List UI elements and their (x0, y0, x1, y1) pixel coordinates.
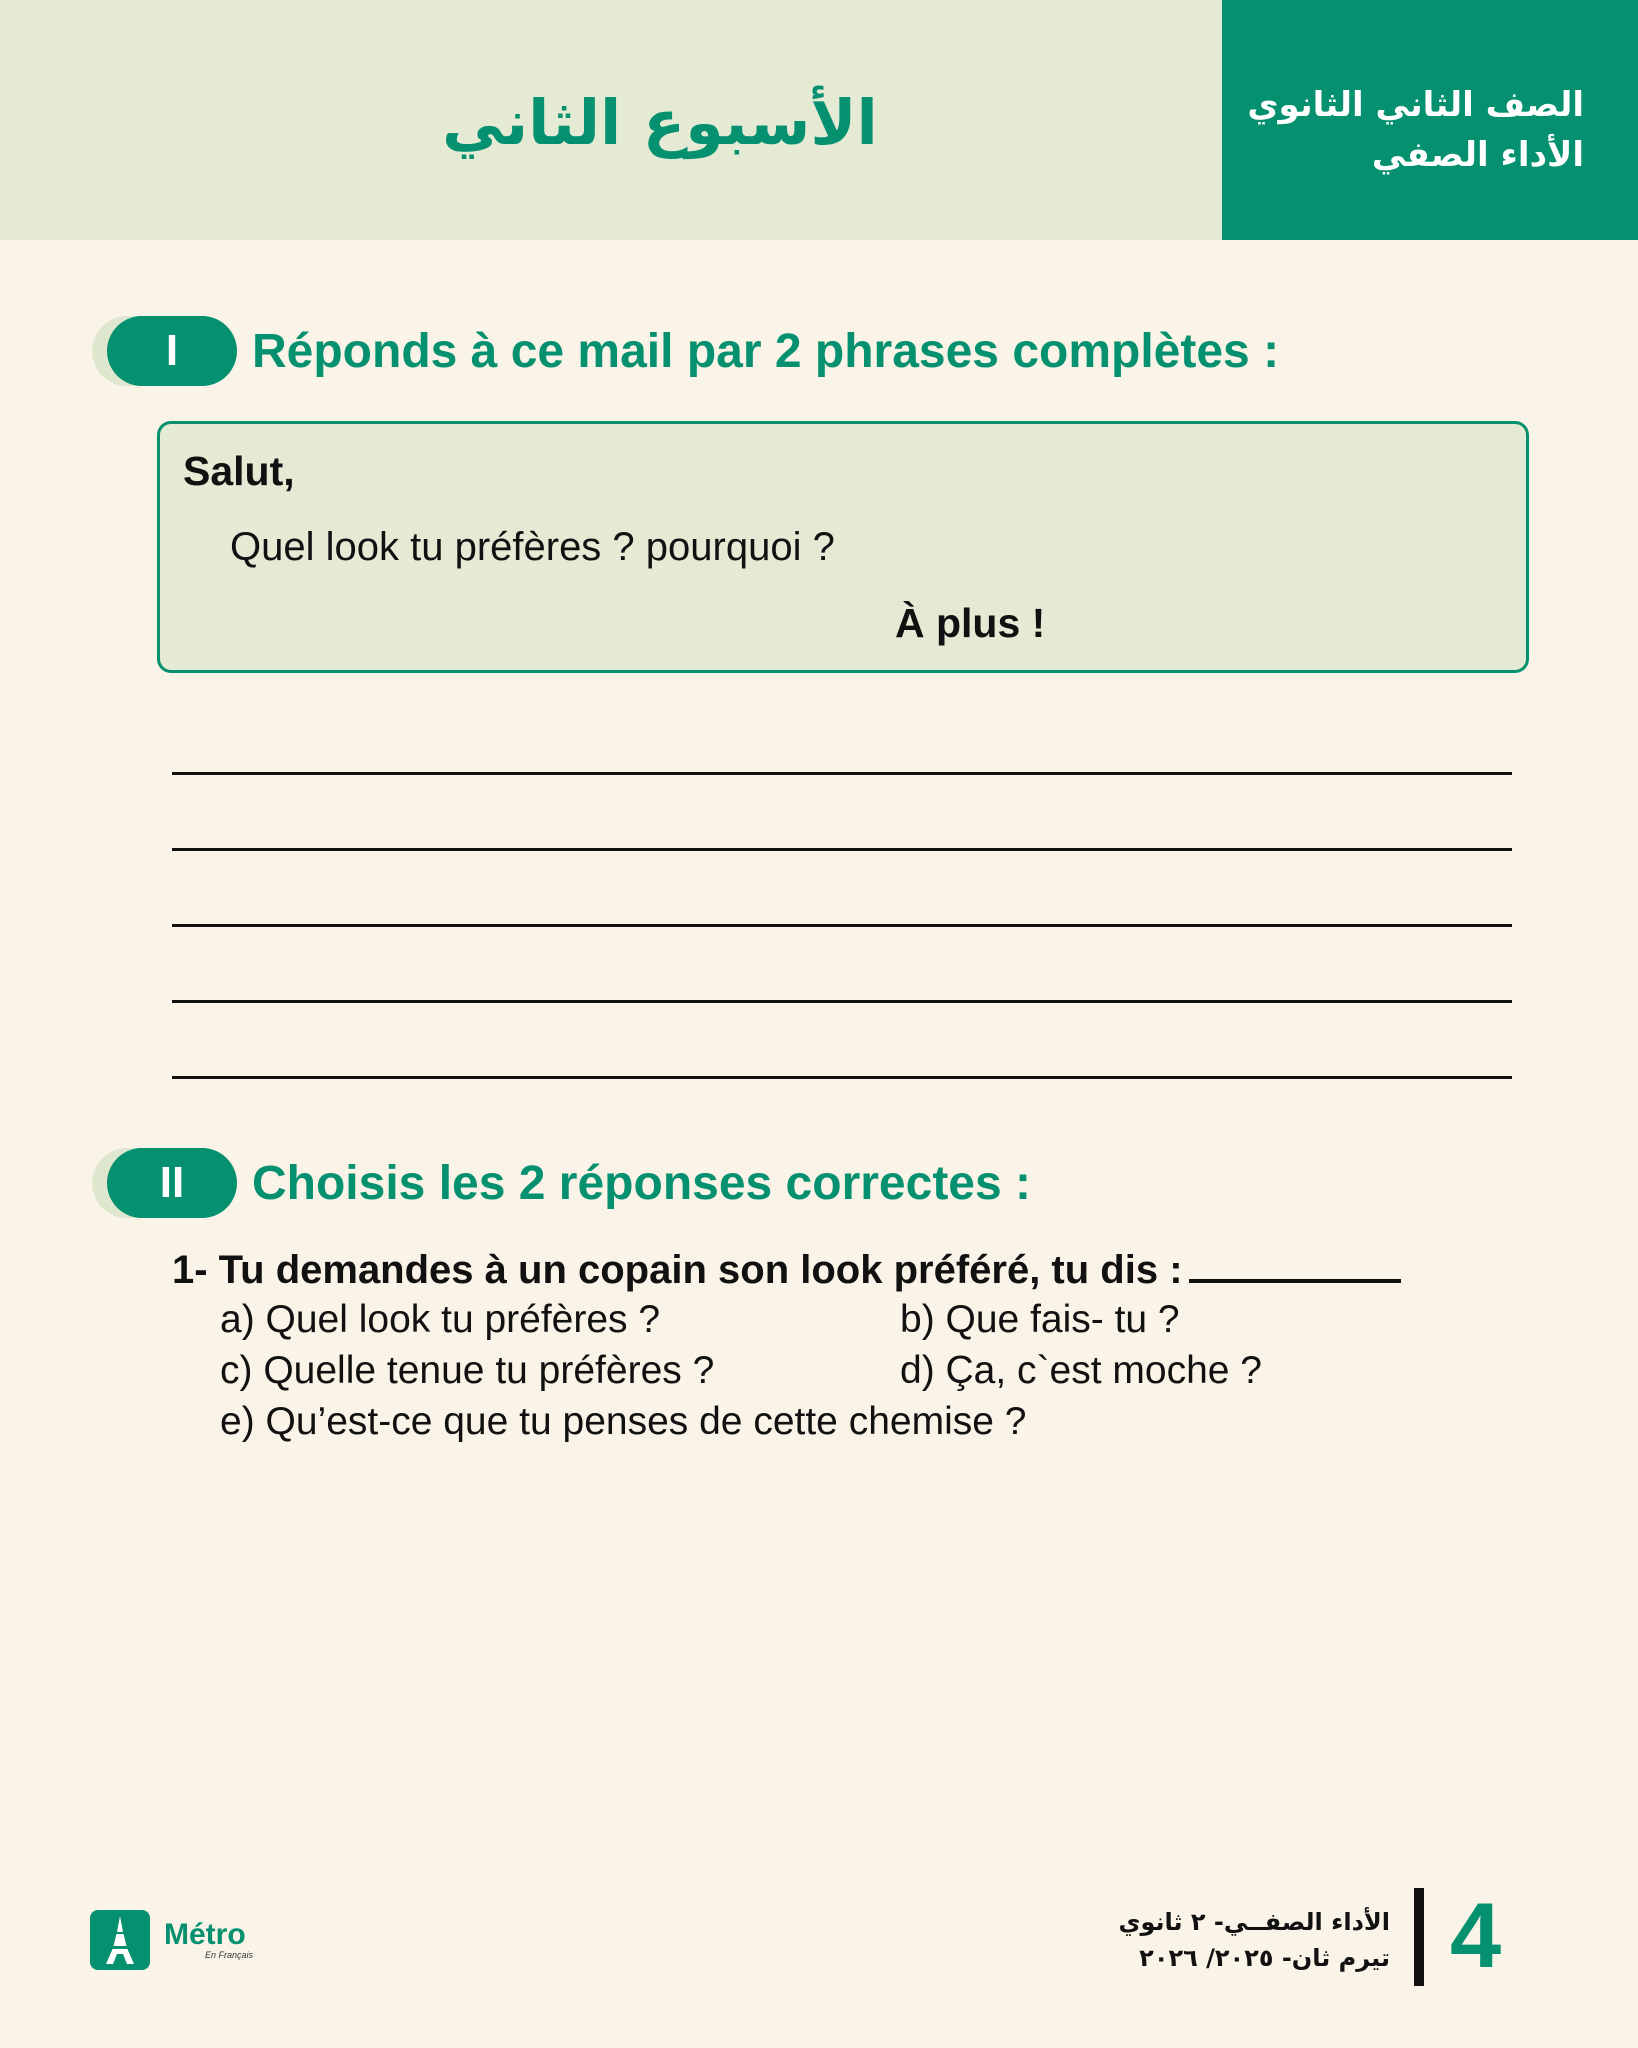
option-c[interactable]: c) Quelle tenue tu préfères ? (220, 1349, 715, 1392)
answer-line-5[interactable] (172, 1076, 1512, 1079)
section-2-title: Choisis les 2 réponses correctes : (252, 1157, 1032, 1210)
answer-line-3[interactable] (172, 924, 1512, 927)
answer-line-1[interactable] (172, 772, 1512, 775)
mail-question: Quel look tu préfères ? pourquoi ? (230, 525, 835, 569)
answer-line-4[interactable] (172, 1000, 1512, 1003)
question-1-stem (172, 1248, 1401, 1293)
option-e[interactable]: e) Qu’est-ce que tu penses de cette chemise ? (220, 1400, 1027, 1443)
footer-line-1: الأداء الصفــي- ٢ ثانوي (1118, 1908, 1390, 1936)
footer-course-info (1118, 1904, 1390, 1976)
option-b[interactable]: b) Que fais- tu ? (900, 1298, 1180, 1341)
eiffel-tower-icon (90, 1910, 150, 1970)
grade-label (1247, 80, 1584, 180)
section-1-number: I (107, 316, 237, 386)
brand-name: Métro (164, 1918, 246, 1951)
footer-divider (1414, 1888, 1424, 1986)
question-1-blank[interactable] (1189, 1249, 1401, 1283)
mail-closing: À plus ! (895, 600, 1046, 646)
mail-greeting: Salut, (183, 448, 295, 494)
page-number: 4 (1450, 1885, 1502, 1987)
section-1-title: Réponds à ce mail par 2 phrases complètes : (252, 325, 1280, 378)
week-title: الأسبوع الثاني (442, 86, 878, 159)
section-2-number: II (107, 1148, 237, 1218)
footer-line-2: تيرم ثان- ٢٠٢٥/ ٢٠٢٦ (1139, 1944, 1390, 1972)
brand-subtitle: En Français (205, 1950, 254, 1960)
answer-line-2[interactable] (172, 848, 1512, 851)
grade-line-2: الأداء الصفي (1371, 135, 1584, 175)
question-1-text: 1- Tu demandes à un copain son look préféré, tu dis : (172, 1248, 1183, 1292)
grade-line-1: الصف الثاني الثانوي (1247, 85, 1584, 125)
option-a[interactable]: a) Quel look tu préfères ? (220, 1298, 661, 1341)
option-d[interactable]: d) Ça, c`est moche ? (900, 1349, 1262, 1392)
